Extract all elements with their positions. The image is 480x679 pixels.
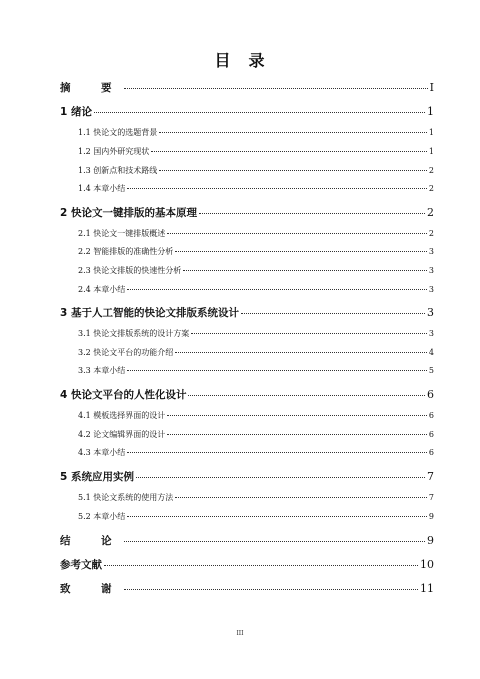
toc-entry-page: 7: [427, 470, 434, 483]
toc-entry-page: 1: [427, 105, 434, 118]
toc-entry-1-4[interactable]: [78, 183, 434, 194]
toc-entry-1-3[interactable]: [78, 165, 434, 176]
toc-entry-chapter-3[interactable]: [60, 305, 434, 320]
toc-entry-1-1[interactable]: [78, 127, 434, 138]
toc-entry-page: 9: [428, 512, 434, 521]
toc-entry-page: 6: [428, 448, 434, 457]
toc-entry-label: 1.2 国内外研究现状: [78, 147, 150, 156]
toc-entry-page: 1: [428, 128, 434, 137]
leader-dots: [199, 212, 425, 214]
toc-entry-4-2[interactable]: [78, 429, 434, 440]
toc-entry-label: 4.3 本章小结: [78, 448, 126, 457]
toc-entry-page: 2: [428, 166, 434, 175]
toc-entry-label: 2.1 快论文一键排版概述: [78, 229, 166, 238]
toc-entry-acknowledgements[interactable]: [60, 581, 434, 596]
leader-dots: [124, 588, 419, 590]
toc-entry-chapter-1[interactable]: [60, 104, 434, 119]
toc-entry-label: 参考文献: [60, 559, 102, 571]
toc-entry-label: 致 谢: [60, 583, 122, 595]
toc-entry-label: 5.1 快论文系统的使用方法: [78, 493, 174, 502]
toc-entry-page: I: [429, 81, 434, 94]
toc-entry-label: 2 快论文一键排版的基本原理: [60, 207, 197, 219]
leader-dots: [175, 250, 427, 252]
toc-entry-chapter-4[interactable]: [60, 387, 434, 402]
toc-entry-label: 1.3 创新点和技术路线: [78, 166, 158, 175]
toc-entry-label: 4.2 论文编辑界面的设计: [78, 430, 166, 439]
leader-dots: [127, 451, 427, 453]
toc-entry-2-3[interactable]: [78, 265, 434, 276]
leader-dots: [191, 332, 427, 334]
page-title: 目 录: [214, 51, 266, 70]
leader-dots: [127, 515, 427, 517]
toc-entry-page: 3: [428, 329, 434, 338]
toc-entry-page: 11: [420, 582, 434, 595]
leader-dots: [127, 369, 427, 371]
toc-entry-label: 2.3 快论文排版的快速性分析: [78, 266, 182, 275]
toc-entry-label: 5.2 本章小结: [78, 512, 126, 521]
leader-dots: [159, 131, 427, 133]
page-number-footer: III: [236, 630, 244, 637]
toc-entry-page: 3: [428, 266, 434, 275]
leader-dots: [175, 496, 427, 498]
toc-entry-3-3[interactable]: [78, 365, 434, 376]
toc-entry-chapter-2[interactable]: [60, 205, 434, 220]
toc-entry-page: 5: [428, 366, 434, 375]
leader-dots: [167, 232, 427, 234]
toc-entry-3-1[interactable]: [78, 328, 434, 339]
toc-entry-page: 9: [427, 534, 434, 547]
toc-entry-3-2[interactable]: [78, 347, 434, 358]
toc-entry-label: 3.1 快论文排版系统的设计方案: [78, 329, 190, 338]
leader-dots: [159, 169, 427, 171]
leader-dots: [183, 269, 427, 271]
leader-dots: [167, 433, 427, 435]
leader-dots: [104, 564, 418, 566]
toc-entry-2-1[interactable]: [78, 228, 434, 239]
toc-entry-1-2[interactable]: [78, 146, 434, 157]
toc-entry-page: 6: [427, 388, 434, 401]
toc-entry-2-4[interactable]: [78, 284, 434, 295]
toc-entry-page: 10: [420, 558, 434, 571]
toc-entry-label: 1 绪论: [60, 106, 92, 118]
leader-dots: [94, 111, 425, 113]
toc-entry-page: 4: [428, 348, 434, 357]
toc-entry-page: 3: [427, 306, 434, 319]
toc-entry-page: 6: [428, 430, 434, 439]
toc-entry-page: 7: [428, 493, 434, 502]
toc-entry-label: 2.4 本章小结: [78, 285, 126, 294]
toc-entry-references[interactable]: [60, 557, 434, 572]
toc-entry-label: 3.2 快论文平台的功能介绍: [78, 348, 174, 357]
toc-entry-5-1[interactable]: [78, 492, 434, 503]
toc-entry-page: 6: [428, 411, 434, 420]
toc-entry-4-1[interactable]: [78, 410, 434, 421]
toc-entry-label: 4 快论文平台的人性化设计: [60, 389, 187, 401]
toc-entry-label: 1.1 快论文的选题背景: [78, 128, 158, 137]
toc-entry-5-2[interactable]: [78, 511, 434, 522]
toc-entry-chapter-5[interactable]: [60, 469, 434, 484]
toc-entry-label: 2.2 智能排版的准确性分析: [78, 247, 174, 256]
leader-dots: [241, 312, 425, 314]
toc-entry-abstract[interactable]: [60, 80, 434, 95]
toc-entry-label: 1.4 本章小结: [78, 184, 126, 193]
toc-entry-label: 摘 要: [60, 82, 122, 94]
leader-dots: [127, 187, 427, 189]
toc-entry-label: 结 论: [60, 535, 122, 547]
toc-entry-label: 3.3 本章小结: [78, 366, 126, 375]
leader-dots: [151, 150, 427, 152]
toc-entry-label: 4.1 模板选择界面的设计: [78, 411, 166, 420]
leader-dots: [136, 476, 425, 478]
toc-entry-label: 5 系统应用实例: [60, 471, 134, 483]
toc-entry-page: 3: [428, 285, 434, 294]
leader-dots: [124, 540, 426, 542]
leader-dots: [167, 414, 427, 416]
toc-entry-page: 1: [428, 147, 434, 156]
toc-entry-label: 3 基于人工智能的快论文排版系统设计: [60, 307, 239, 319]
toc-entry-page: 2: [428, 229, 434, 238]
toc-entry-2-2[interactable]: [78, 246, 434, 257]
leader-dots: [175, 351, 427, 353]
toc-entry-page: 2: [427, 206, 434, 219]
leader-dots: [188, 394, 425, 396]
leader-dots: [124, 87, 428, 89]
toc-entry-page: 3: [428, 247, 434, 256]
toc-entry-conclusion[interactable]: [60, 533, 434, 548]
toc-entry-page: 2: [428, 184, 434, 193]
toc-entry-4-3[interactable]: [78, 447, 434, 458]
leader-dots: [127, 288, 427, 290]
